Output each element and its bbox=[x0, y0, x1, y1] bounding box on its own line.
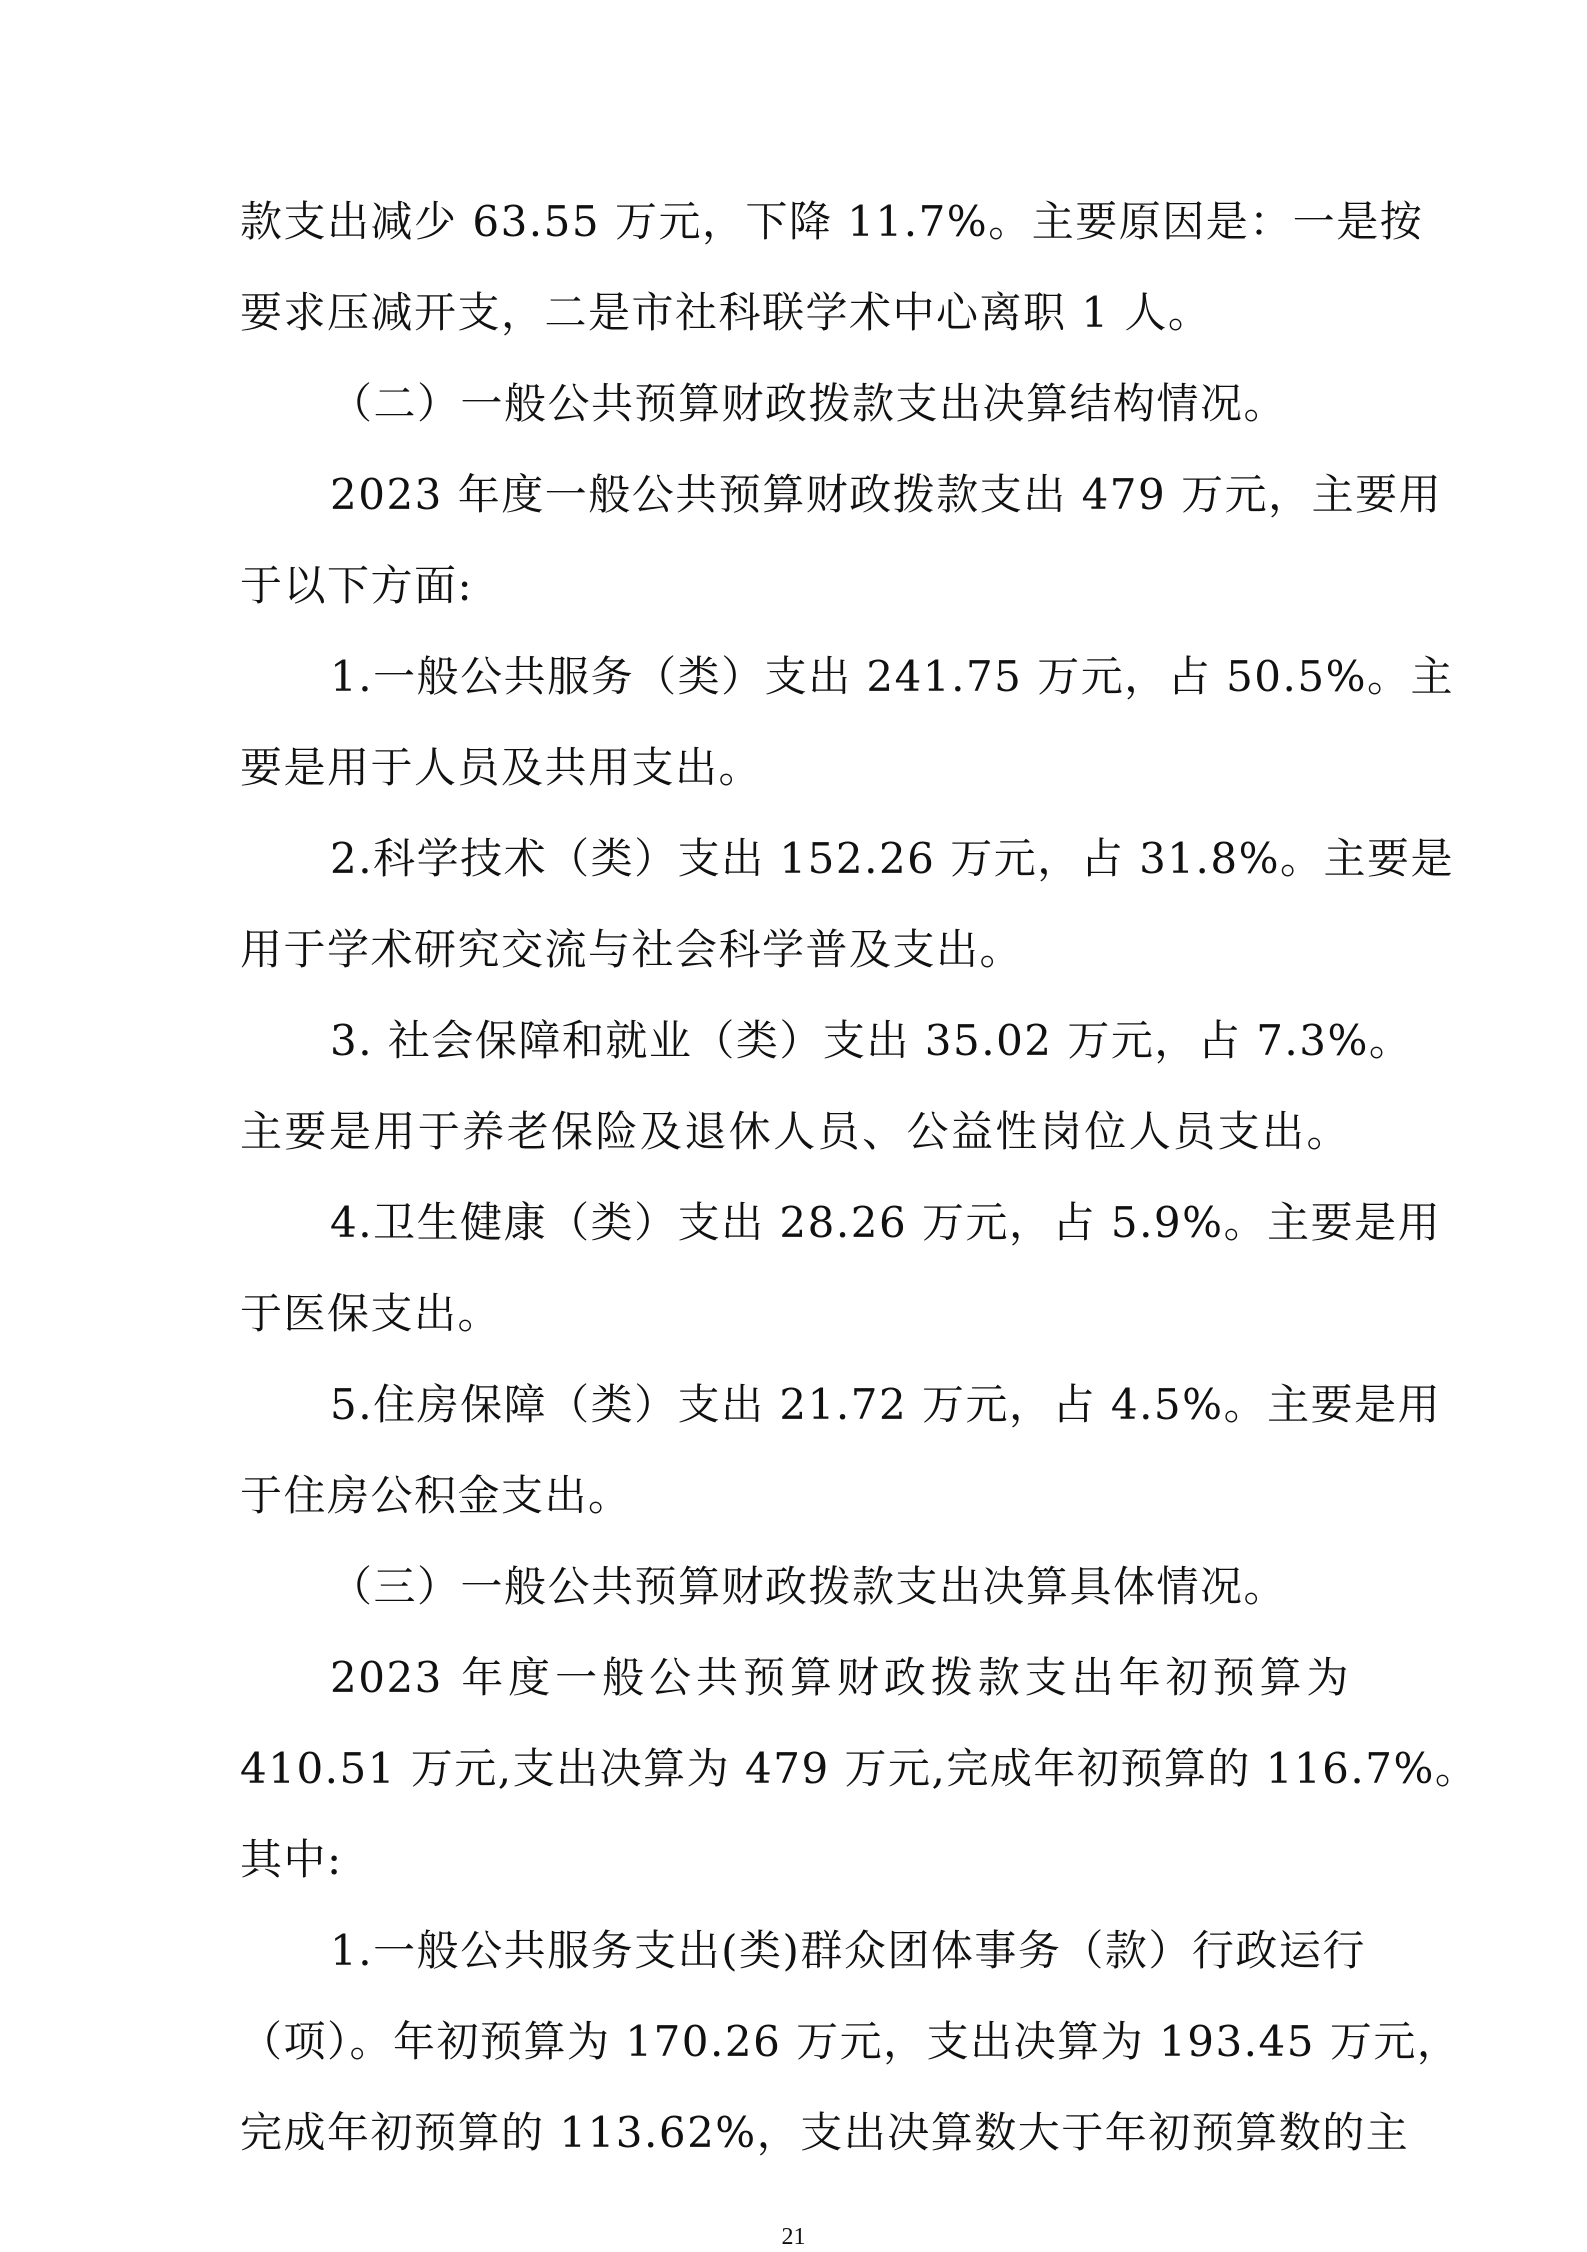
list-item-3-line: 主要是用于养老保险及退休人员、公益性岗位人员支出。 bbox=[240, 1107, 1350, 1156]
list-item-5-line: 5.住房保障（类）支出 21.72 万元，占 4.5%。主要是用 bbox=[330, 1380, 1442, 1429]
paragraph-line: 要求压减开支，二是市社科联学术中心离职 1 人。 bbox=[240, 288, 1212, 337]
paragraph-line: 于以下方面: bbox=[240, 561, 474, 610]
page-number: 21 bbox=[781, 2224, 806, 2250]
detail-item-1-line: 完成年初预算的 113.62%，支出决算数大于年初预算数的主 bbox=[240, 2108, 1410, 2157]
list-item-1-line: 要是用于人员及共用支出。 bbox=[240, 743, 763, 792]
list-item-2-line: 2.科学技术（类）支出 152.26 万元，占 31.8%。主要是 bbox=[330, 834, 1455, 883]
list-item-3-line: 3. 社会保障和就业（类）支出 35.02 万元，占 7.3%。 bbox=[330, 1016, 1413, 1065]
paragraph-line: 款支出减少 63.55 万元，下降 11.7%。主要原因是：一是按 bbox=[240, 197, 1424, 246]
list-item-2-line: 用于学术研究交流与社会科学普及支出。 bbox=[240, 925, 1024, 974]
paragraph-line: 2023 年度一般公共预算财政拨款支出年初预算为 bbox=[330, 1653, 1350, 1702]
detail-item-1-line: 1.一般公共服务支出(类)群众团体事务（款）行政运行 bbox=[330, 1926, 1366, 1975]
paragraph-line: 2023 年度一般公共预算财政拨款支出 479 万元，主要用 bbox=[330, 470, 1443, 519]
list-item-4-line: 4.卫生健康（类）支出 28.26 万元，占 5.9%。主要是用 bbox=[330, 1198, 1442, 1247]
list-item-1-line: 1.一般公共服务（类）支出 241.75 万元，占 50.5%。主 bbox=[330, 652, 1455, 701]
section-heading-2: （二）一般公共预算财政拨款支出决算结构情况。 bbox=[330, 379, 1288, 428]
detail-item-1-line: （项）。年初预算为 170.26 万元，支出决算为 193.45 万元， bbox=[240, 2017, 1461, 2066]
paragraph-line: 其中: bbox=[240, 1835, 343, 1884]
list-item-4-line: 于医保支出。 bbox=[240, 1289, 502, 1338]
list-item-5-line: 于住房公积金支出。 bbox=[240, 1471, 632, 1520]
paragraph-line: 410.51 万元,支出决算为 479 万元,完成年初预算的 116.7%。 bbox=[240, 1744, 1479, 1793]
section-heading-3: （三）一般公共预算财政拨款支出决算具体情况。 bbox=[330, 1562, 1288, 1611]
